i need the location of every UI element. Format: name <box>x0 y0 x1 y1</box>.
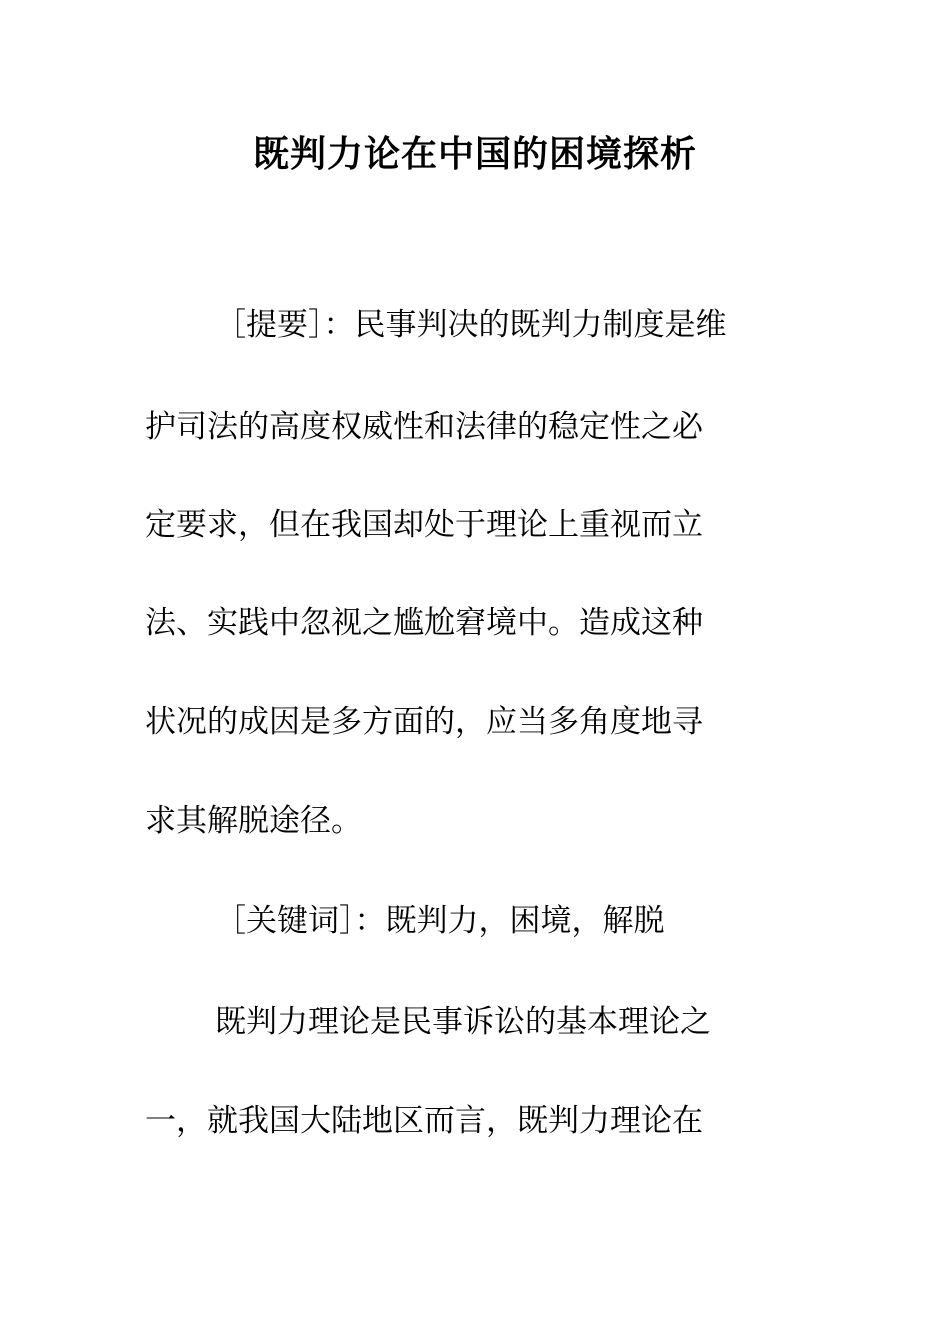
keywords-line: ［关键词］：既判力，困境，解脱 <box>215 903 665 939</box>
abstract-line-1: ［提要］：民事判决的既判力制度是维 <box>215 307 727 343</box>
abstract-line-5: 状况的成因是多方面的，应当多角度地寻 <box>145 704 703 740</box>
abstract-line-4: 法、实践中忽视之尴尬窘境中。造成这种 <box>145 605 703 641</box>
abstract-line-3: 定要求，但在我国却处于理论上重视而立 <box>145 507 703 543</box>
document-title: 既判力论在中国的困境探析 <box>252 133 697 175</box>
body-line-2: 一，就我国大陆地区而言，既判力理论在 <box>145 1103 703 1139</box>
abstract-line-6: 求其解脱途径。 <box>145 803 362 839</box>
abstract-line-2: 护司法的高度权威性和法律的稳定性之必 <box>145 409 703 445</box>
body-line-1: 既判力理论是民事诉讼的基本理论之 <box>215 1004 711 1040</box>
